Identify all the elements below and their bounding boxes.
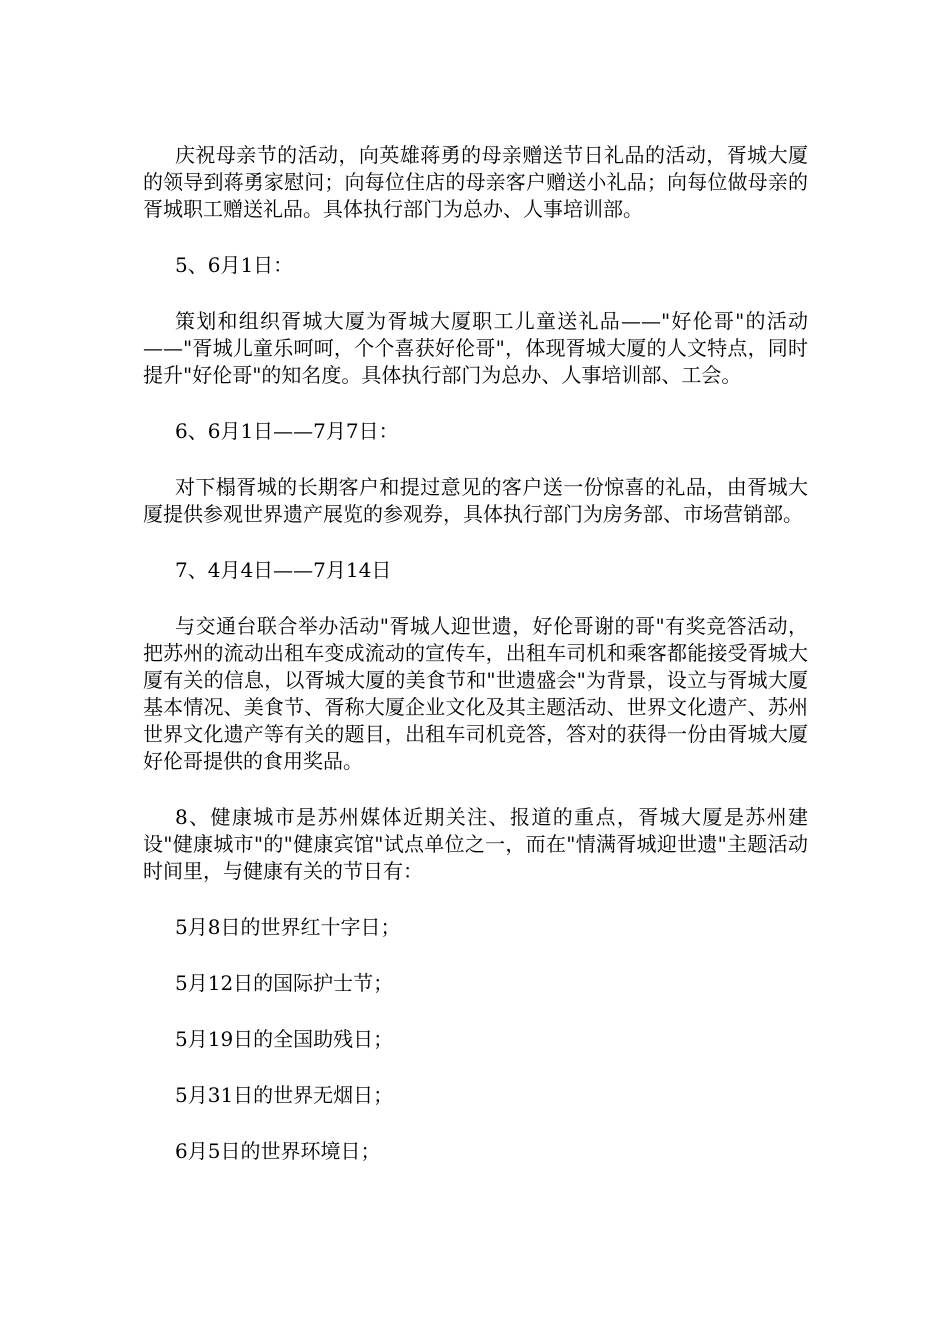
list-item-nurses-day: 5月12日的国际护士节； [175, 971, 394, 995]
paragraph-healthy-city: 8、健康城市是苏州媒体近期关注、报道的重点，胥城大厦是苏州建设"健康城市"的"健康宾馆"试点单位之一，而在"情满胥城迎世遗"主题活动时间里，与健康有关的节日有： [143, 805, 808, 883]
paragraph-heading-5: 5、6月1日： [175, 253, 294, 277]
paragraph-heading-6: 6、6月1日——7月7日： [175, 419, 399, 443]
list-item-environment-day: 6月5日的世界环境日； [175, 1139, 381, 1163]
list-item-no-tobacco-day: 5月31日的世界无烟日； [175, 1083, 394, 1107]
paragraph-mothers-day: 庆祝母亲节的活动，向英雄蒋勇的母亲赠送节日礼品的活动，胥城大厦的领导到蒋勇家慰问；向每位住店的母亲客户赠送小礼品；向每位做母亲的胥城职工赠送礼品。具体执行部门为总办、人事培训部。 [143, 143, 808, 221]
paragraph-guest-gift: 对下榻胥城的长期客户和提过意见的客户送一份惊喜的礼品，由胥城大厦提供参观世界遗产展览的参观券，具体执行部门为房务部、市场营销部。 [143, 475, 808, 526]
paragraph-childrens-gift: 策划和组织胥城大厦为胥城大厦职工儿童送礼品——"好伦哥"的活动——"胥城儿童乐呵呵，个个喜获好伦哥"，体现胥城大厦的人文特点，同时提升"好伦哥"的知名度。具体执行部门为总办、人事培训部、工会。 [143, 309, 808, 387]
list-item-disability-day: 5月19日的全国助残日； [175, 1027, 394, 1051]
paragraph-quiz-activity: 与交通台联合举办活动"胥城人迎世遗，好伦哥谢的哥"有奖竞答活动，把苏州的流动出租车变成流动的宣传车，出租车司机和乘客都能接受胥城大厦有关的信息，以胥城大厦的美食节和"世遗盛会"为背景，设立与胥城大厦基本情况、美食节、胥称大厦企业文化及其主题活动、世界文化遗产、苏州世界文化遗产等有关的题目，出租车司机竞答，答对的获得一份由胥城大厦好伦哥提供的食用奖品。 [143, 614, 808, 773]
document-body [143, 142, 808, 1194]
list-item-red-cross-day: 5月8日的世界红十字日； [175, 915, 401, 939]
paragraph-heading-7: 7、4月4日——7月14日 [175, 558, 392, 582]
